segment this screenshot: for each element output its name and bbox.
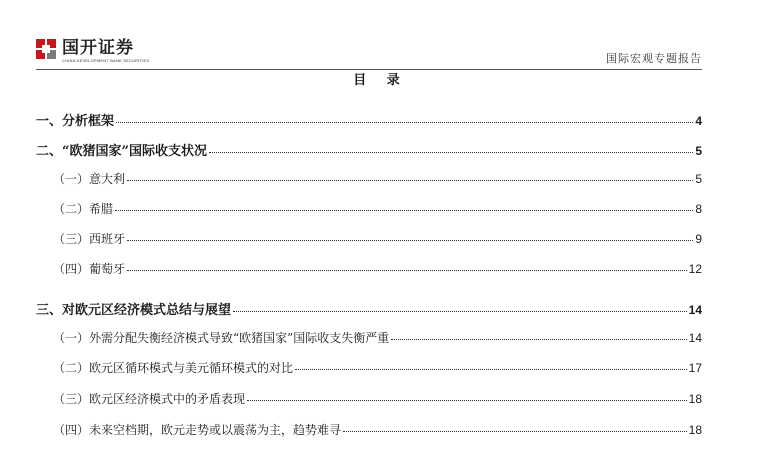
brand-name-en: CHINA DEVELOPMENT BANK SECURITIES: [62, 58, 150, 63]
brand-name: 国开证券: [62, 38, 134, 58]
toc-leader-dots: [127, 270, 687, 271]
report-type-label: 国际宏观专题报告: [606, 52, 702, 65]
brand-logo: [36, 38, 149, 68]
toc-entry-3-2[interactable]: [36, 359, 702, 379]
toc-entry-label: （四）未来空档期，欧元走势或以震荡为主，趋势难寻: [53, 423, 342, 437]
toc-leader-dots: [127, 240, 693, 241]
toc-entry-spain[interactable]: [36, 230, 702, 250]
toc-entry-label: （一）外需分配失衡经济模式导致“欧猪国家”国际收支失衡严重: [53, 331, 390, 345]
toc-entry-greece[interactable]: [36, 200, 702, 220]
toc-entry-page: 8: [695, 202, 702, 216]
toc-entry-page: 14: [688, 331, 702, 345]
toc-entry-label: （三）西班牙: [53, 232, 126, 246]
toc-entry-label: （一）意大利: [53, 172, 126, 186]
toc-entry-page: 5: [695, 172, 702, 186]
toc-entry-page: 18: [688, 423, 702, 437]
toc-entry-3-1[interactable]: [36, 329, 702, 349]
toc-entry-3-4[interactable]: [36, 421, 702, 441]
toc-entry-label: （二）欧元区循环模式与美元循环模式的对比: [53, 361, 294, 375]
toc-entry-label: （四）葡萄牙: [53, 262, 126, 276]
toc-entry-page: 4: [695, 114, 702, 128]
brand-mark-icon: [36, 39, 56, 59]
toc-leader-dots: [391, 339, 686, 340]
toc-leader-dots: [233, 311, 687, 312]
toc-leader-dots: [127, 180, 693, 181]
toc-leader-dots: [295, 369, 687, 370]
toc-leader-dots: [116, 122, 693, 123]
toc-leader-dots: [209, 152, 693, 153]
toc-entry-label: 一、分析框架: [36, 114, 115, 129]
toc-entry-page: 18: [688, 392, 702, 406]
toc-entry-label: 三、对欧元区经济模式总结与展望: [36, 303, 232, 318]
toc-entry-page: 5: [695, 144, 702, 158]
toc-entry-label: （三）欧元区经济模式中的矛盾表现: [53, 392, 246, 406]
toc-entry-page: 14: [688, 303, 702, 317]
toc-leader-dots: [343, 431, 687, 432]
toc-entry-section-2[interactable]: [36, 140, 702, 160]
toc-entry-section-1[interactable]: [36, 110, 702, 130]
toc-leader-dots: [247, 400, 687, 401]
toc-entry-label: （二）希腊: [53, 202, 114, 216]
toc-entry-italy[interactable]: [36, 170, 702, 190]
toc-entry-section-3[interactable]: [36, 299, 702, 319]
toc-leader-dots: [115, 210, 693, 211]
toc-entry-page: 17: [688, 361, 702, 375]
toc-entry-portugal[interactable]: [36, 260, 702, 280]
toc-entry-3-3[interactable]: [36, 390, 702, 410]
toc-entry-label: 二、“欧猪国家”国际收支状况: [36, 144, 207, 159]
toc-entry-page: 9: [695, 232, 702, 246]
toc-title: 目 录: [353, 73, 408, 88]
toc-entry-page: 12: [688, 262, 702, 276]
page-header: [36, 34, 702, 70]
